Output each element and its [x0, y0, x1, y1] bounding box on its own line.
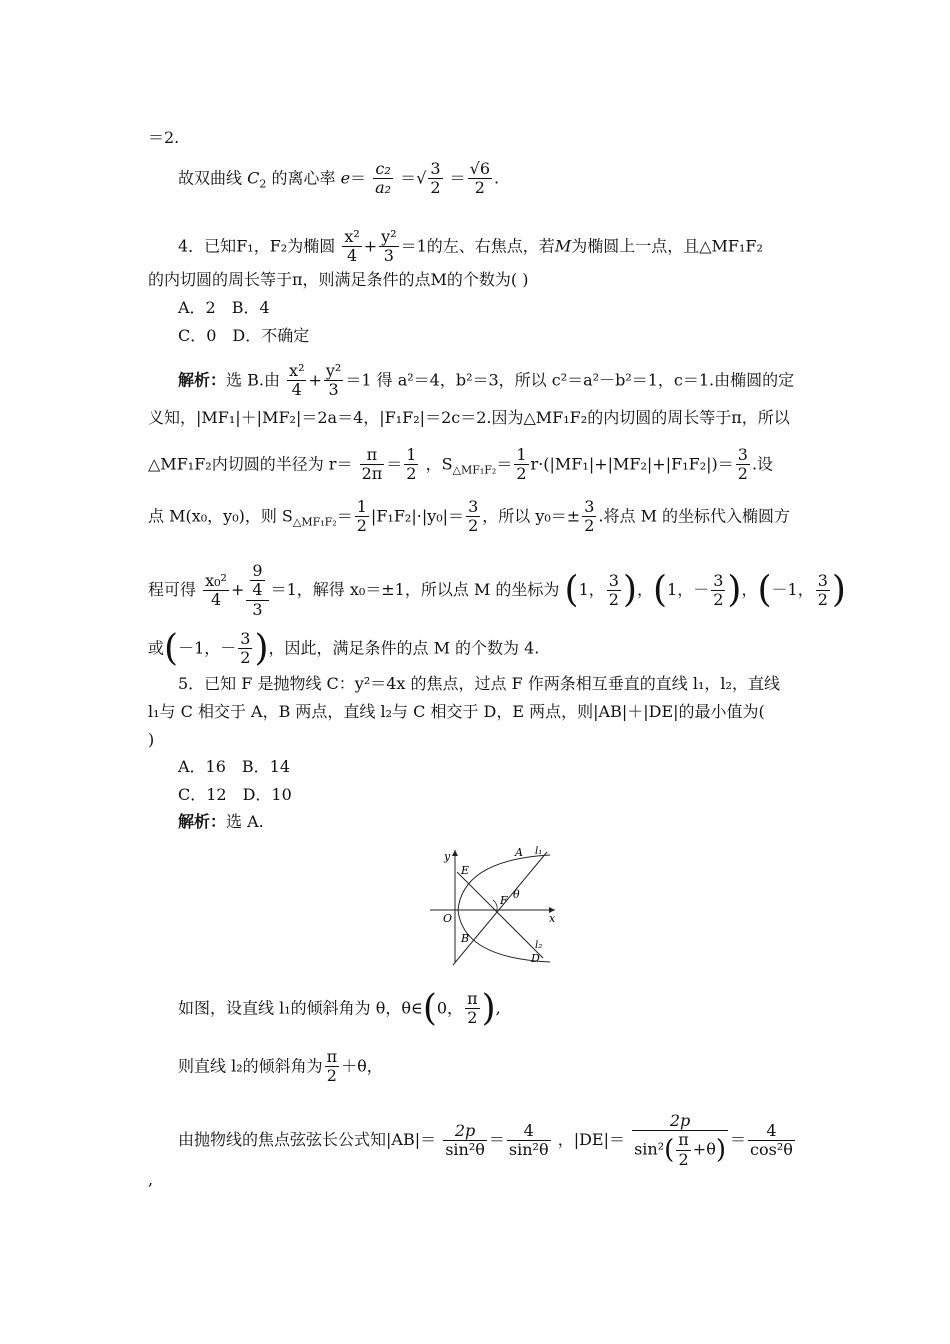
text: F₁，F₂为椭圆	[236, 236, 336, 256]
text: －1，	[771, 580, 814, 600]
text: ，S	[425, 454, 453, 474]
fraction-3-2	[736, 446, 750, 484]
den: 2	[713, 590, 724, 610]
text: ,	[495, 998, 501, 1018]
num: 4	[748, 1122, 795, 1141]
sub: △MF₁F₂	[292, 515, 337, 529]
fraction-1-2	[404, 446, 418, 484]
label-F: F	[500, 894, 508, 907]
text: 选 A.	[226, 812, 264, 831]
num: 3	[817, 570, 828, 590]
den: sin²θ	[508, 1140, 549, 1160]
text: 或	[148, 638, 165, 658]
q4-options-cd: C．0 D．不确定	[178, 326, 310, 345]
text: ＝1 得 a²＝4，b²＝3，所以 c²＝a²－b²＝1，c＝1.由椭圆的定	[345, 370, 795, 390]
q5-line3: )	[148, 730, 155, 749]
label-l1: l₁	[535, 846, 543, 857]
num: x₀²	[205, 570, 227, 590]
fraction-pi-2	[325, 1048, 340, 1086]
num: 1	[406, 445, 417, 464]
fraction-x0sq-4	[203, 572, 229, 610]
num: π	[360, 446, 385, 465]
text: －1，－	[178, 638, 237, 658]
num: 3	[430, 159, 441, 178]
den: 2	[608, 590, 619, 610]
num: π	[678, 1130, 689, 1150]
text: .将点 M 的坐标代入椭圆方	[598, 506, 791, 526]
fraction-y2-3	[379, 228, 398, 266]
text: 则直线 l₂的倾斜角为	[178, 1056, 323, 1076]
sub: △MF₁F₂	[452, 463, 497, 477]
q5-solution-line4: 由抛物线的焦点弦弦长公式知|AB|＝ $\frac{2p}{\text{sin²θ}}$ ＝ $\frac{4}{\text{sin²θ}}$ ，|DE|＝ 2p sin²( $\frac{\pi}{2}$ +θ) ＝ $\frac{4}{\text{cos²θ}}$	[178, 1111, 793, 1169]
text: ＋θ，	[341, 1056, 383, 1076]
num: 3	[240, 629, 251, 648]
text: △MF₁F₂内切圆的半径为 r＝	[148, 454, 353, 474]
continuation-line: ＝2.	[148, 128, 180, 147]
fraction-2p-sin2	[443, 1122, 487, 1160]
den: 2	[737, 464, 748, 484]
num: π	[467, 989, 478, 1008]
q4-line1: 4．已知F₁，F₂为椭圆 $\frac{\text{x²}}{4}$ + $\frac{\text{y²}}{3}$ ＝1的左、右焦点，若M为椭圆上一点，且△MF₁F₂	[178, 227, 763, 266]
den: 4	[291, 380, 302, 400]
den: sin²θ	[445, 1140, 485, 1160]
num: 9	[252, 561, 263, 580]
num: c₂	[375, 159, 391, 178]
fraction-c-over-a	[373, 160, 393, 198]
label-l2: l₂	[535, 940, 543, 951]
label-x: x	[549, 912, 556, 925]
num: 3	[608, 570, 619, 590]
den: a₂	[375, 178, 392, 198]
fraction-3-2	[711, 572, 725, 610]
text: 4．已知	[178, 236, 237, 256]
fraction-pi-2pi	[360, 446, 385, 484]
den: 4	[252, 580, 263, 600]
text: .设	[751, 454, 774, 474]
fraction-9-4	[250, 562, 264, 600]
den: 2	[474, 178, 485, 198]
q4-solution-line5: 程可得 $\frac{\text{x₀²}}{4}$ + $\frac{\frac{9}{4}}{3}$ ＝1，解得 x₀＝±1，所以点 M 的坐标为 (1， $\frac{3}{2}$ )，(1，－ $\frac{3}{2}$ )，(－1， $\frac{3}{2}$ )	[148, 561, 846, 619]
den: 3	[383, 246, 394, 266]
fraction-3-2	[466, 498, 480, 536]
den: 3	[252, 599, 263, 619]
num: x²	[289, 361, 305, 380]
fraction-pi-2	[465, 990, 480, 1028]
text: 1，－	[667, 580, 710, 600]
fraction-3-2	[238, 630, 252, 668]
sub: 2	[259, 177, 267, 191]
text: 如图，设直线 l₁的倾斜角为 θ，θ∈	[178, 998, 423, 1018]
text: 程可得	[148, 580, 197, 600]
num: 3	[737, 445, 748, 464]
q5-solution-line3	[178, 1048, 383, 1086]
fraction-3-2	[816, 572, 830, 610]
den: 4	[346, 246, 358, 266]
solution-label: 解析：	[178, 812, 227, 831]
den: 2	[406, 464, 417, 484]
num: π	[326, 1047, 338, 1066]
text: ＝1，解得 x₀＝±1，所以点 M 的坐标为	[270, 580, 560, 600]
sqrt-icon: √	[416, 168, 427, 188]
text: 选 B.由	[226, 370, 280, 390]
fraction-4-cos2	[748, 1122, 795, 1160]
fraction-2p-sin2-shift: 2p sin²( $\frac{\pi}{2}$ +θ)	[634, 1111, 726, 1169]
fraction-3-2	[607, 572, 621, 610]
text: 0，	[436, 998, 464, 1018]
text: |F₁F₂|·|y₀|＝	[370, 506, 465, 526]
fraction-1-2	[355, 498, 369, 536]
eq: ＝	[350, 168, 367, 188]
fraction-x2-4	[342, 228, 361, 266]
q5-options-ab: A．16 B．14	[178, 757, 291, 776]
den: 2	[326, 1066, 337, 1086]
q5-tail: ,	[148, 1170, 154, 1189]
solution-label: 解析：	[178, 370, 227, 390]
text: ，所以 y₀＝±	[482, 506, 581, 526]
den: 2	[678, 1149, 689, 1169]
text: 由抛物线的焦点弦弦长公式知|AB|＝	[178, 1130, 437, 1150]
q4-solution-line2: 义知，|MF₁|＋|MF₂|＝2a＝4，|F₁F₂|＝2c＝2.因为△MF₁F₂的内切圆的周长等于π，所以	[148, 408, 790, 427]
var-e: e	[340, 168, 351, 188]
label-y: y	[444, 850, 451, 863]
fraction-4-sin2	[507, 1122, 551, 1160]
fraction-1-2	[514, 446, 528, 484]
fraction-3-2	[582, 498, 596, 536]
q5-line1: 5．已知 F 是抛物线 C：y²＝4x 的焦点，过点 F 作两条相互垂直的直线 l₁，l₂，直线	[178, 674, 780, 693]
text: 1，	[578, 580, 605, 600]
num: 2p	[454, 1120, 476, 1140]
fraction-sqrt6-2	[468, 160, 492, 198]
text: ＝1的左、右焦点，若	[400, 236, 555, 256]
den: 2	[516, 464, 527, 484]
num: 1	[516, 445, 527, 464]
q4-solution-line3: △MF₁F₂内切圆的半径为 r＝ $\frac{\pi}{2\pi}$ ＝ $\frac{1}{2}$ ，$S_{\triangle MF_1F_2}=$ $\frac{1}{2}$ r·(|MF₁|+|MF₂|+|F₁F₂|)＝ $\frac{3}{2}$ .设	[148, 445, 774, 484]
parabola-figure	[425, 840, 560, 965]
den: 2	[468, 516, 479, 536]
q4-solution-line1: 解析：选 B.由 $\frac{\text{x²}}{4}$ + $\frac{\text{y²}}{3}$ ＝1 得 a²＝4，b²＝3，所以 c²＝a²－b²＝1，c＝1.由椭圆的定	[178, 361, 795, 400]
label-B: B	[461, 932, 470, 945]
den: 2π	[361, 464, 383, 484]
num: y²	[325, 361, 342, 380]
den: 2	[430, 178, 441, 198]
text: 的离心率	[271, 168, 336, 188]
label-theta: θ	[513, 888, 520, 901]
den: 2	[817, 590, 828, 610]
fraction-x2-4	[287, 362, 306, 400]
text: 点 M(x₀，y₀)，则 S	[148, 506, 293, 526]
text: r·(|MF₁|+|MF₂|+|F₁F₂|)＝	[530, 454, 734, 474]
eccentricity-line: 故双曲线 $C_2$ 的离心率 e＝ $\frac{\text{c₂}}{\text{a₂}}$ ＝√ $\frac{3}{2}$ ＝ $\frac{√6}{2}$ .	[178, 159, 500, 198]
label-E: E	[461, 864, 470, 877]
den: 2	[356, 516, 367, 536]
text: +θ	[692, 1139, 716, 1159]
label-D: D	[531, 952, 540, 965]
var-c: C	[247, 168, 260, 188]
q5-solution-line2: 如图，设直线 l₁的倾斜角为 θ，θ∈(0， $\frac{\pi}{2}$ ),	[178, 987, 501, 1029]
label-A: A	[515, 846, 523, 859]
text: .	[494, 168, 500, 188]
den: 2	[240, 648, 251, 668]
num: √6	[469, 159, 491, 178]
var: M	[554, 236, 572, 256]
num: y²	[381, 227, 397, 246]
den: 4	[210, 590, 222, 610]
num: 3	[713, 570, 724, 590]
text: ，因此，满足条件的点 M 的个数为 4.	[268, 638, 540, 658]
fraction-pi-2	[676, 1131, 691, 1169]
q4-solution-line6: 或(－1，－ $\frac{3}{2}$ )，因此，满足条件的点 M 的个数为 4.	[148, 627, 540, 669]
q5-solution-line1	[178, 812, 264, 832]
text: sin²	[634, 1139, 665, 1159]
den: 3	[328, 380, 339, 400]
text: 故双曲线	[178, 168, 243, 188]
den: 2	[467, 1008, 478, 1028]
q4-options-ab: A．2 B．4	[178, 298, 270, 317]
den: 2	[584, 516, 595, 536]
text: ，|DE|＝	[557, 1130, 625, 1150]
num: 3	[468, 497, 479, 516]
fraction-nine-fourths-3	[246, 562, 268, 619]
num: 3	[584, 497, 595, 516]
text: 为椭圆上一点，且△MF₁F₂	[571, 236, 763, 256]
num: 4	[507, 1122, 551, 1141]
q4-solution-line4: 点 M(x₀，y₀)，则 $S_{\triangle MF_1F_2}=$ $\frac{1}{2}$ |F₁F₂|·|y₀|＝ $\frac{3}{2}$ ，所以 y₀＝± $\frac{3}{2}$ .将点 M 的坐标代入椭圆方	[148, 497, 791, 536]
y-arrow-icon	[452, 850, 458, 856]
num: x²	[344, 227, 360, 246]
num: 1	[356, 497, 367, 516]
fraction-y2-3	[324, 362, 343, 400]
fraction-3-2	[428, 160, 442, 198]
q4-line2: 的内切圆的周长等于π，则满足条件的点M的个数为( )	[148, 270, 529, 289]
num: 2p	[669, 1111, 691, 1130]
label-O: O	[443, 912, 453, 925]
q5-line2: l₁与 C 相交于 A，B 两点，直线 l₂与 C 相交于 D，E 两点，则|AB|＋|DE|的最小值为(	[148, 702, 765, 721]
q5-options-cd: C．12 D．10	[178, 785, 292, 804]
den: cos²θ	[750, 1140, 793, 1160]
